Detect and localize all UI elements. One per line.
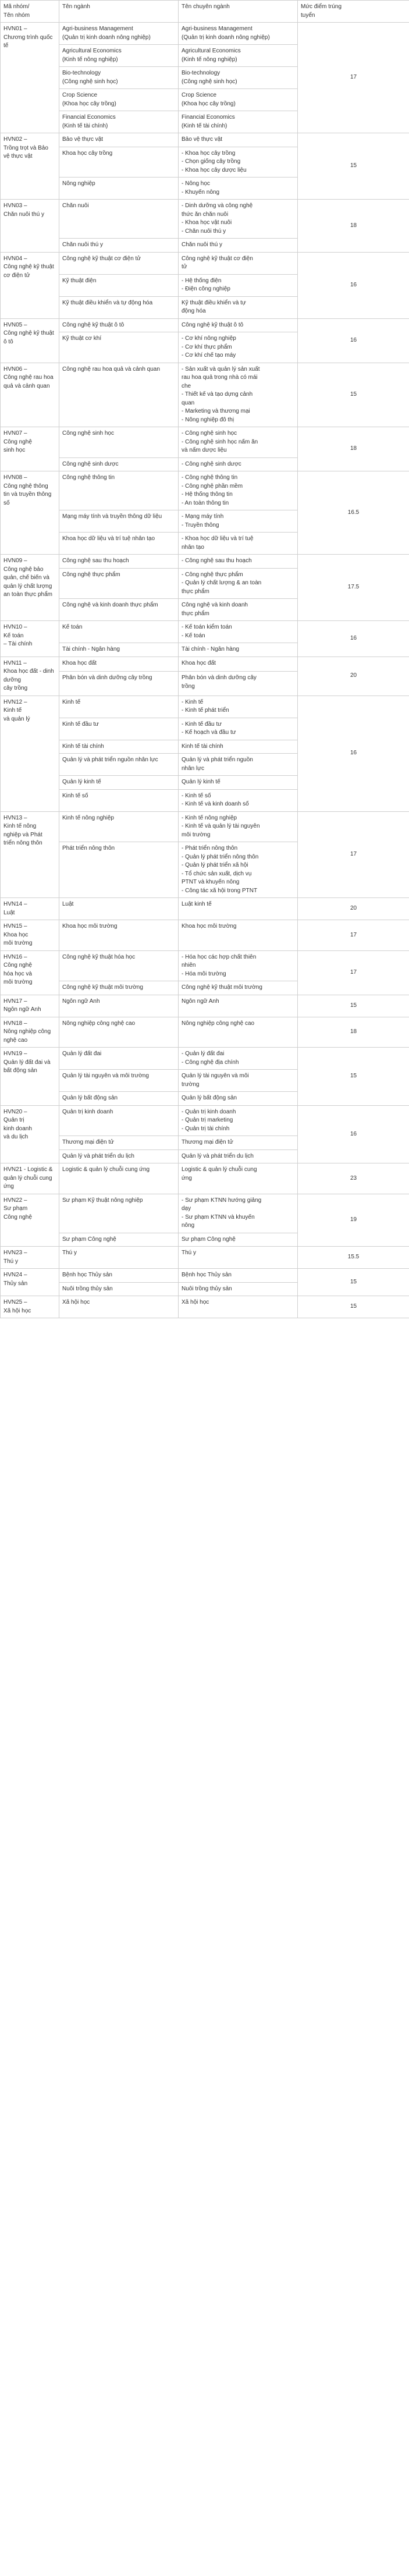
score-cell: 15.5	[298, 1247, 409, 1269]
group-cell: HVN06 – Công nghệ rau hoa quả và cảnh quan	[1, 363, 59, 427]
major-cell: Phân bón và dinh dưỡng cây trồng	[59, 672, 179, 696]
table-row	[1, 1296, 409, 1318]
major-cell: Nông nghiệp	[59, 178, 179, 200]
major-cell: Quản lý kinh tế	[59, 776, 179, 790]
score-cell: 16	[298, 318, 409, 363]
header-group: Mã nhóm/ Tên nhóm	[1, 1, 59, 23]
group-cell: HVN24 – Thủy sản	[1, 1269, 59, 1296]
specialization-cell: Nuôi trồng thủy sản	[179, 1282, 298, 1296]
score-cell: 16	[298, 1105, 409, 1163]
specialization-cell: Công nghệ kỹ thuật cơ điện tử	[179, 252, 298, 274]
group-cell: HVN19 – Quản lý đất đai và bất động sản	[1, 1048, 59, 1106]
major-cell: Công nghệ kỹ thuật hóa học	[59, 950, 179, 981]
specialization-cell: Công nghệ kỹ thuật môi trường	[179, 981, 298, 995]
specialization-cell: Phân bón và dinh dưỡng cây trồng	[179, 672, 298, 696]
major-cell: Nuôi trồng thủy sản	[59, 1282, 179, 1296]
specialization-cell: Quản lý và phát triển du lịch	[179, 1149, 298, 1163]
major-cell: Công nghệ và kinh doanh thực phẩm	[59, 599, 179, 621]
major-cell: Agricultural Economics (Kinh tế nông nghiệp)	[59, 45, 179, 67]
major-cell: Kinh tế tài chính	[59, 740, 179, 754]
major-cell: Quản lý và phát triển nguồn nhân lực	[59, 754, 179, 776]
table-row	[1, 1017, 409, 1048]
major-cell: Tài chính - Ngân hàng	[59, 643, 179, 657]
specialization-cell: - Sư phạm KTNN hướng giảng dạy - Sư phạm KTNN và khuyến nông	[179, 1194, 298, 1233]
specialization-cell: Tài chính - Ngân hàng	[179, 643, 298, 657]
group-code: HVN13 –	[3, 814, 27, 821]
major-cell: Agri-business Management (Quản trị kinh doanh nông nghiệp)	[59, 23, 179, 45]
group-code: HVN15 –	[3, 923, 27, 929]
major-cell: Crop Science (Khoa học cây trồng)	[59, 89, 179, 111]
major-cell: Công nghệ kỹ thuật ô tô	[59, 318, 179, 332]
major-cell: Financial Economics (Kinh tế tài chính)	[59, 111, 179, 133]
table-header-row	[1, 1, 409, 23]
group-code: HVN17 –	[3, 998, 27, 1005]
specialization-cell: Logistic & quản lý chuỗi cung ứng	[179, 1163, 298, 1194]
major-cell: Khoa học dữ liệu và trí tuệ nhân tạo	[59, 533, 179, 555]
specialization-cell: Khoa học môi trường	[179, 920, 298, 951]
specialization-cell: - Kinh tế số - Kinh tế và kinh doanh số	[179, 789, 298, 811]
major-cell: Khoa học môi trường	[59, 920, 179, 951]
group-cell: HVN25 – Xã hội học	[1, 1296, 59, 1318]
specialization-cell: Quản lý bất động sản	[179, 1092, 298, 1106]
score-cell: 19	[298, 1194, 409, 1247]
major-cell: Khoa học cây trồng	[59, 147, 179, 178]
table-row	[1, 995, 409, 1017]
table-row	[1, 1105, 409, 1136]
group-cell: HVN17 – Ngôn ngữ Anh	[1, 995, 59, 1017]
group-code: HVN23 –	[3, 1250, 27, 1256]
specialization-cell: - Kinh tế nông nghiệp - Kinh tế và quản lý tài nguyên môi trường	[179, 811, 298, 842]
major-cell: Mạng máy tính và truyền thông dữ liệu	[59, 510, 179, 533]
header-score: Mức điểm trúng tuyển	[298, 1, 409, 23]
score-cell: 15	[298, 363, 409, 427]
group-code: HVN10 –	[3, 624, 27, 630]
group-cell: HVN21 - Logistic & quản lý chuỗi cung ứng	[1, 1163, 59, 1194]
group-code: HVN09 –	[3, 558, 27, 564]
score-cell: 17.5	[298, 555, 409, 621]
score-cell: 16	[298, 696, 409, 811]
major-cell: Công nghệ kỹ thuật cơ điện tử	[59, 252, 179, 274]
group-cell: HVN22 – Sư phạm Công nghệ	[1, 1194, 59, 1247]
table-row	[1, 133, 409, 147]
major-cell: Công nghệ sau thu hoạch	[59, 555, 179, 569]
score-cell: 16.5	[298, 471, 409, 555]
table-row	[1, 657, 409, 672]
major-cell: Sư phạm Kỹ thuật nông nghiệp	[59, 1194, 179, 1233]
major-cell: Kế toán	[59, 621, 179, 643]
header-specialization: Tên chuyên ngành	[179, 1, 298, 23]
specialization-cell: Công nghệ và kinh doanh thực phẩm	[179, 599, 298, 621]
group-cell: HVN20 – Quản trị kinh doanh và du lịch	[1, 1105, 59, 1163]
specialization-cell: Công nghệ kỹ thuật ô tô	[179, 318, 298, 332]
major-cell: Phát triển nông thôn	[59, 842, 179, 898]
major-cell: Thương mại điện tử	[59, 1136, 179, 1150]
score-cell: 15	[298, 1048, 409, 1106]
specialization-cell: - Kế toán kiểm toán - Kế toán	[179, 621, 298, 643]
specialization-cell: Ngôn ngữ Anh	[179, 995, 298, 1017]
specialization-cell: Bảo vệ thực vật	[179, 133, 298, 147]
group-cell: HVN08 – Công nghệ thông tin và truyền thông số	[1, 471, 59, 555]
specialization-cell: - Kinh tế đầu tư - Kế hoạch và đầu tư	[179, 718, 298, 740]
specialization-cell: Khoa học đất	[179, 657, 298, 672]
score-cell: 17	[298, 950, 409, 995]
major-cell: Kinh tế nông nghiệp	[59, 811, 179, 842]
specialization-cell: Chăn nuôi thú y	[179, 239, 298, 253]
specialization-cell: Quản lý tài nguyên và môi trường	[179, 1070, 298, 1092]
group-code: HVN02 –	[3, 136, 27, 143]
table-row	[1, 696, 409, 718]
score-cell: 20	[298, 657, 409, 696]
specialization-cell: Agricultural Economics (Kinh tế nông nghiệp)	[179, 45, 298, 67]
table-row	[1, 471, 409, 510]
specialization-cell: Thú y	[179, 1247, 298, 1269]
group-cell: HVN09 – Công nghệ bảo quản, chế biến và quản lý chất lượng an toàn thực phẩm	[1, 555, 59, 621]
specialization-cell: Thương mại điện tử	[179, 1136, 298, 1150]
group-code: HVN08 –	[3, 474, 27, 481]
specialization-cell: Agri-business Management (Quản trị kinh doanh nông nghiệp)	[179, 23, 298, 45]
score-cell: 17	[298, 811, 409, 898]
score-cell: 20	[298, 898, 409, 920]
table-row	[1, 1269, 409, 1283]
major-cell: Luật	[59, 898, 179, 920]
group-code: HVN01 –	[3, 26, 27, 32]
major-cell: Kỹ thuật điều khiển và tự động hóa	[59, 296, 179, 318]
specialization-cell: - Sản xuất và quản lý sản xuất rau hoa quả trong nhà có mái che - Thiết kế và tạo dựng cảnh quan - Marketing và thương mại - Nông nghiệp đô thị	[179, 363, 298, 427]
table-row	[1, 1163, 409, 1194]
specialization-cell: Kỹ thuật điều khiển và tự động hóa	[179, 296, 298, 318]
specialization-cell: - Công nghệ sau thu hoạch	[179, 555, 298, 569]
table-row	[1, 621, 409, 643]
specialization-cell: - Quản trị kinh doanh - Quản trị marketing - Quản trị tài chính	[179, 1105, 298, 1136]
group-cell: HVN15 – Khoa học môi trường	[1, 920, 59, 951]
group-code: HVN24 –	[3, 1272, 27, 1278]
major-cell: Kinh tế đầu tư	[59, 718, 179, 740]
major-cell: Bảo vệ thực vật	[59, 133, 179, 147]
specialization-cell: Crop Science (Khoa học cây trồng)	[179, 89, 298, 111]
score-cell: 15	[298, 1269, 409, 1296]
major-cell: Chăn nuôi	[59, 200, 179, 239]
score-cell: 15	[298, 995, 409, 1017]
major-cell: Quản lý bất động sản	[59, 1092, 179, 1106]
table-body	[1, 23, 409, 1318]
group-cell: HVN05 – Công nghệ kỹ thuật ô tô	[1, 318, 59, 363]
group-code: HVN06 –	[3, 366, 27, 372]
table-row	[1, 950, 409, 981]
major-cell: Công nghệ kỹ thuật môi trường	[59, 981, 179, 995]
score-cell: 16	[298, 252, 409, 318]
major-cell: Quản lý đất đai	[59, 1048, 179, 1070]
specialization-cell: Xã hội học	[179, 1296, 298, 1318]
specialization-cell: - Quản lý đất đai - Công nghệ địa chính	[179, 1048, 298, 1070]
major-cell: Bệnh học Thủy sản	[59, 1269, 179, 1283]
group-cell: HVN10 – Kế toán – Tài chính	[1, 621, 59, 657]
major-cell: Thú y	[59, 1247, 179, 1269]
group-code: HVN05 –	[3, 321, 27, 328]
major-cell: Khoa học đất	[59, 657, 179, 672]
specialization-cell: Quản lý và phát triển nguồn nhân lực	[179, 754, 298, 776]
table-row	[1, 427, 409, 458]
major-cell: Sư phạm Công nghệ	[59, 1233, 179, 1247]
specialization-cell: - Nông học - Khuyến nông	[179, 178, 298, 200]
group-cell: HVN23 – Thú y	[1, 1247, 59, 1269]
group-code: HVN03 –	[3, 203, 27, 209]
group-cell: HVN04 – Công nghệ kỹ thuật cơ điện tử	[1, 252, 59, 318]
specialization-cell: - Công nghệ sinh học - Công nghệ sinh học nấm ăn và nấm dược liệu	[179, 427, 298, 458]
specialization-cell: - Phát triển nông thôn - Quản lý phát triển nông thôn - Quản lý phát triển xã hội - Tổ chức sản xuất, dịch vụ PTNT và khuyến nông - Công tác xã hội trong PTNT	[179, 842, 298, 898]
group-cell: HVN07 – Công nghệ sinh học	[1, 427, 59, 471]
specialization-cell: Bệnh học Thủy sản	[179, 1269, 298, 1283]
group-code: HVN18 –	[3, 1020, 27, 1027]
score-cell: 15	[298, 1296, 409, 1318]
score-cell: 18	[298, 1017, 409, 1048]
major-cell: Kinh tế	[59, 696, 179, 718]
specialization-cell: Sư phạm Công nghệ	[179, 1233, 298, 1247]
score-cell: 23	[298, 1163, 409, 1194]
table-row	[1, 920, 409, 951]
group-code: HVN04 –	[3, 255, 27, 262]
specialization-cell: - Cơ khí nông nghiệp - Cơ khí thực phẩm - Cơ khí chế tạo máy	[179, 332, 298, 363]
major-cell: Công nghệ sinh học	[59, 427, 179, 458]
group-code: HVN22 –	[3, 1197, 27, 1204]
specialization-cell: - Hóa học các hợp chất thiên nhiên - Hóa môi trường	[179, 950, 298, 981]
table-row	[1, 898, 409, 920]
group-code: HVN14 –	[3, 901, 27, 907]
major-cell: Kỹ thuật điện	[59, 274, 179, 296]
major-cell: Công nghệ thực phẩm	[59, 568, 179, 599]
specialization-cell: - Khoa học cây trồng - Chọn giống cây trồng - Khoa học cây dược liệu	[179, 147, 298, 178]
specialization-cell: Kinh tế tài chính	[179, 740, 298, 754]
group-cell: HVN12 – Kinh tế và quản lý	[1, 696, 59, 811]
table-row	[1, 1194, 409, 1233]
major-cell: Nông nghiệp công nghệ cao	[59, 1017, 179, 1048]
specialization-cell: - Mạng máy tính - Truyền thông	[179, 510, 298, 533]
score-cell: 17	[298, 23, 409, 133]
table-row	[1, 811, 409, 842]
specialization-cell: Luật kinh tế	[179, 898, 298, 920]
table-row	[1, 555, 409, 569]
header-major: Tên ngành	[59, 1, 179, 23]
major-cell: Chăn nuôi thú y	[59, 239, 179, 253]
major-cell: Logistic & quản lý chuỗi cung ứng	[59, 1163, 179, 1194]
group-cell: HVN02 – Trồng trọt và Bảo vệ thực vật	[1, 133, 59, 200]
specialization-cell: - Dinh dưỡng và công nghệ thức ăn chăn nuôi - Khoa học vật nuôi - Chăn nuôi thú y	[179, 200, 298, 239]
major-cell: Quản lý và phát triển du lịch	[59, 1149, 179, 1163]
group-cell: HVN11 – Khoa học đất - dinh dưỡng cây trồng	[1, 657, 59, 696]
specialization-cell: - Hệ thống điện - Điện công nghiệp	[179, 274, 298, 296]
score-cell: 15	[298, 133, 409, 200]
table-row	[1, 200, 409, 239]
major-cell: Công nghệ rau hoa quả và cảnh quan	[59, 363, 179, 427]
specialization-cell: - Khoa học dữ liệu và trí tuệ nhân tạo	[179, 533, 298, 555]
group-cell: HVN14 – Luật	[1, 898, 59, 920]
group-cell: HVN18 – Nông nghiệp công nghệ cao	[1, 1017, 59, 1048]
major-cell: Quản trị kinh doanh	[59, 1105, 179, 1136]
group-code: HVN16 –	[3, 953, 27, 960]
group-cell: HVN01 – Chương trình quốc tế	[1, 23, 59, 133]
major-cell: Xã hội học	[59, 1296, 179, 1318]
major-cell: Ngôn ngữ Anh	[59, 995, 179, 1017]
specialization-cell: Nông nghiệp công nghệ cao	[179, 1017, 298, 1048]
table-row	[1, 23, 409, 45]
table-row	[1, 1247, 409, 1269]
table-row	[1, 252, 409, 274]
specialization-cell: - Kinh tế - Kinh tế phát triển	[179, 696, 298, 718]
score-cell: 18	[298, 200, 409, 253]
major-cell: Công nghệ sinh dược	[59, 457, 179, 471]
major-cell: Công nghệ thông tin	[59, 471, 179, 510]
group-cell: HVN03 – Chăn nuôi thú y	[1, 200, 59, 253]
table-row	[1, 318, 409, 332]
score-cell: 17	[298, 920, 409, 951]
major-cell: Kỹ thuật cơ khí	[59, 332, 179, 363]
specialization-cell: Financial Economics (Kinh tế tài chính)	[179, 111, 298, 133]
major-cell: Kinh tế số	[59, 789, 179, 811]
group-code: HVN19 –	[3, 1051, 27, 1057]
group-code: HVN12 –	[3, 698, 27, 705]
major-cell: Bio-technology (Công nghệ sinh học)	[59, 67, 179, 89]
group-code: HVN20 –	[3, 1108, 27, 1115]
specialization-cell: - Công nghệ sinh dược	[179, 457, 298, 471]
specialization-cell: Bio-technology (Công nghệ sinh học)	[179, 67, 298, 89]
specialization-cell: - Công nghệ thực phẩm - Quản lý chất lượng & an toàn thực phẩm	[179, 568, 298, 599]
table-row	[1, 363, 409, 427]
score-cell: 16	[298, 621, 409, 657]
specialization-cell: - Công nghệ thông tin - Công nghệ phần mềm - Hệ thống thông tin - An toàn thông tin	[179, 471, 298, 510]
group-cell: HVN13 – Kinh tế nông nghiệp và Phát triển nông thôn	[1, 811, 59, 898]
group-code: HVN11 –	[3, 659, 27, 666]
group-code: HVN07 –	[3, 430, 27, 437]
table-row	[1, 1048, 409, 1070]
major-cell: Quản lý tài nguyên và môi trường	[59, 1070, 179, 1092]
score-cell: 18	[298, 427, 409, 471]
specialization-cell: Quản lý kinh tế	[179, 776, 298, 790]
group-code: HVN25 –	[3, 1299, 27, 1305]
group-cell: HVN16 – Công nghệ hóa học và môi trường	[1, 950, 59, 995]
